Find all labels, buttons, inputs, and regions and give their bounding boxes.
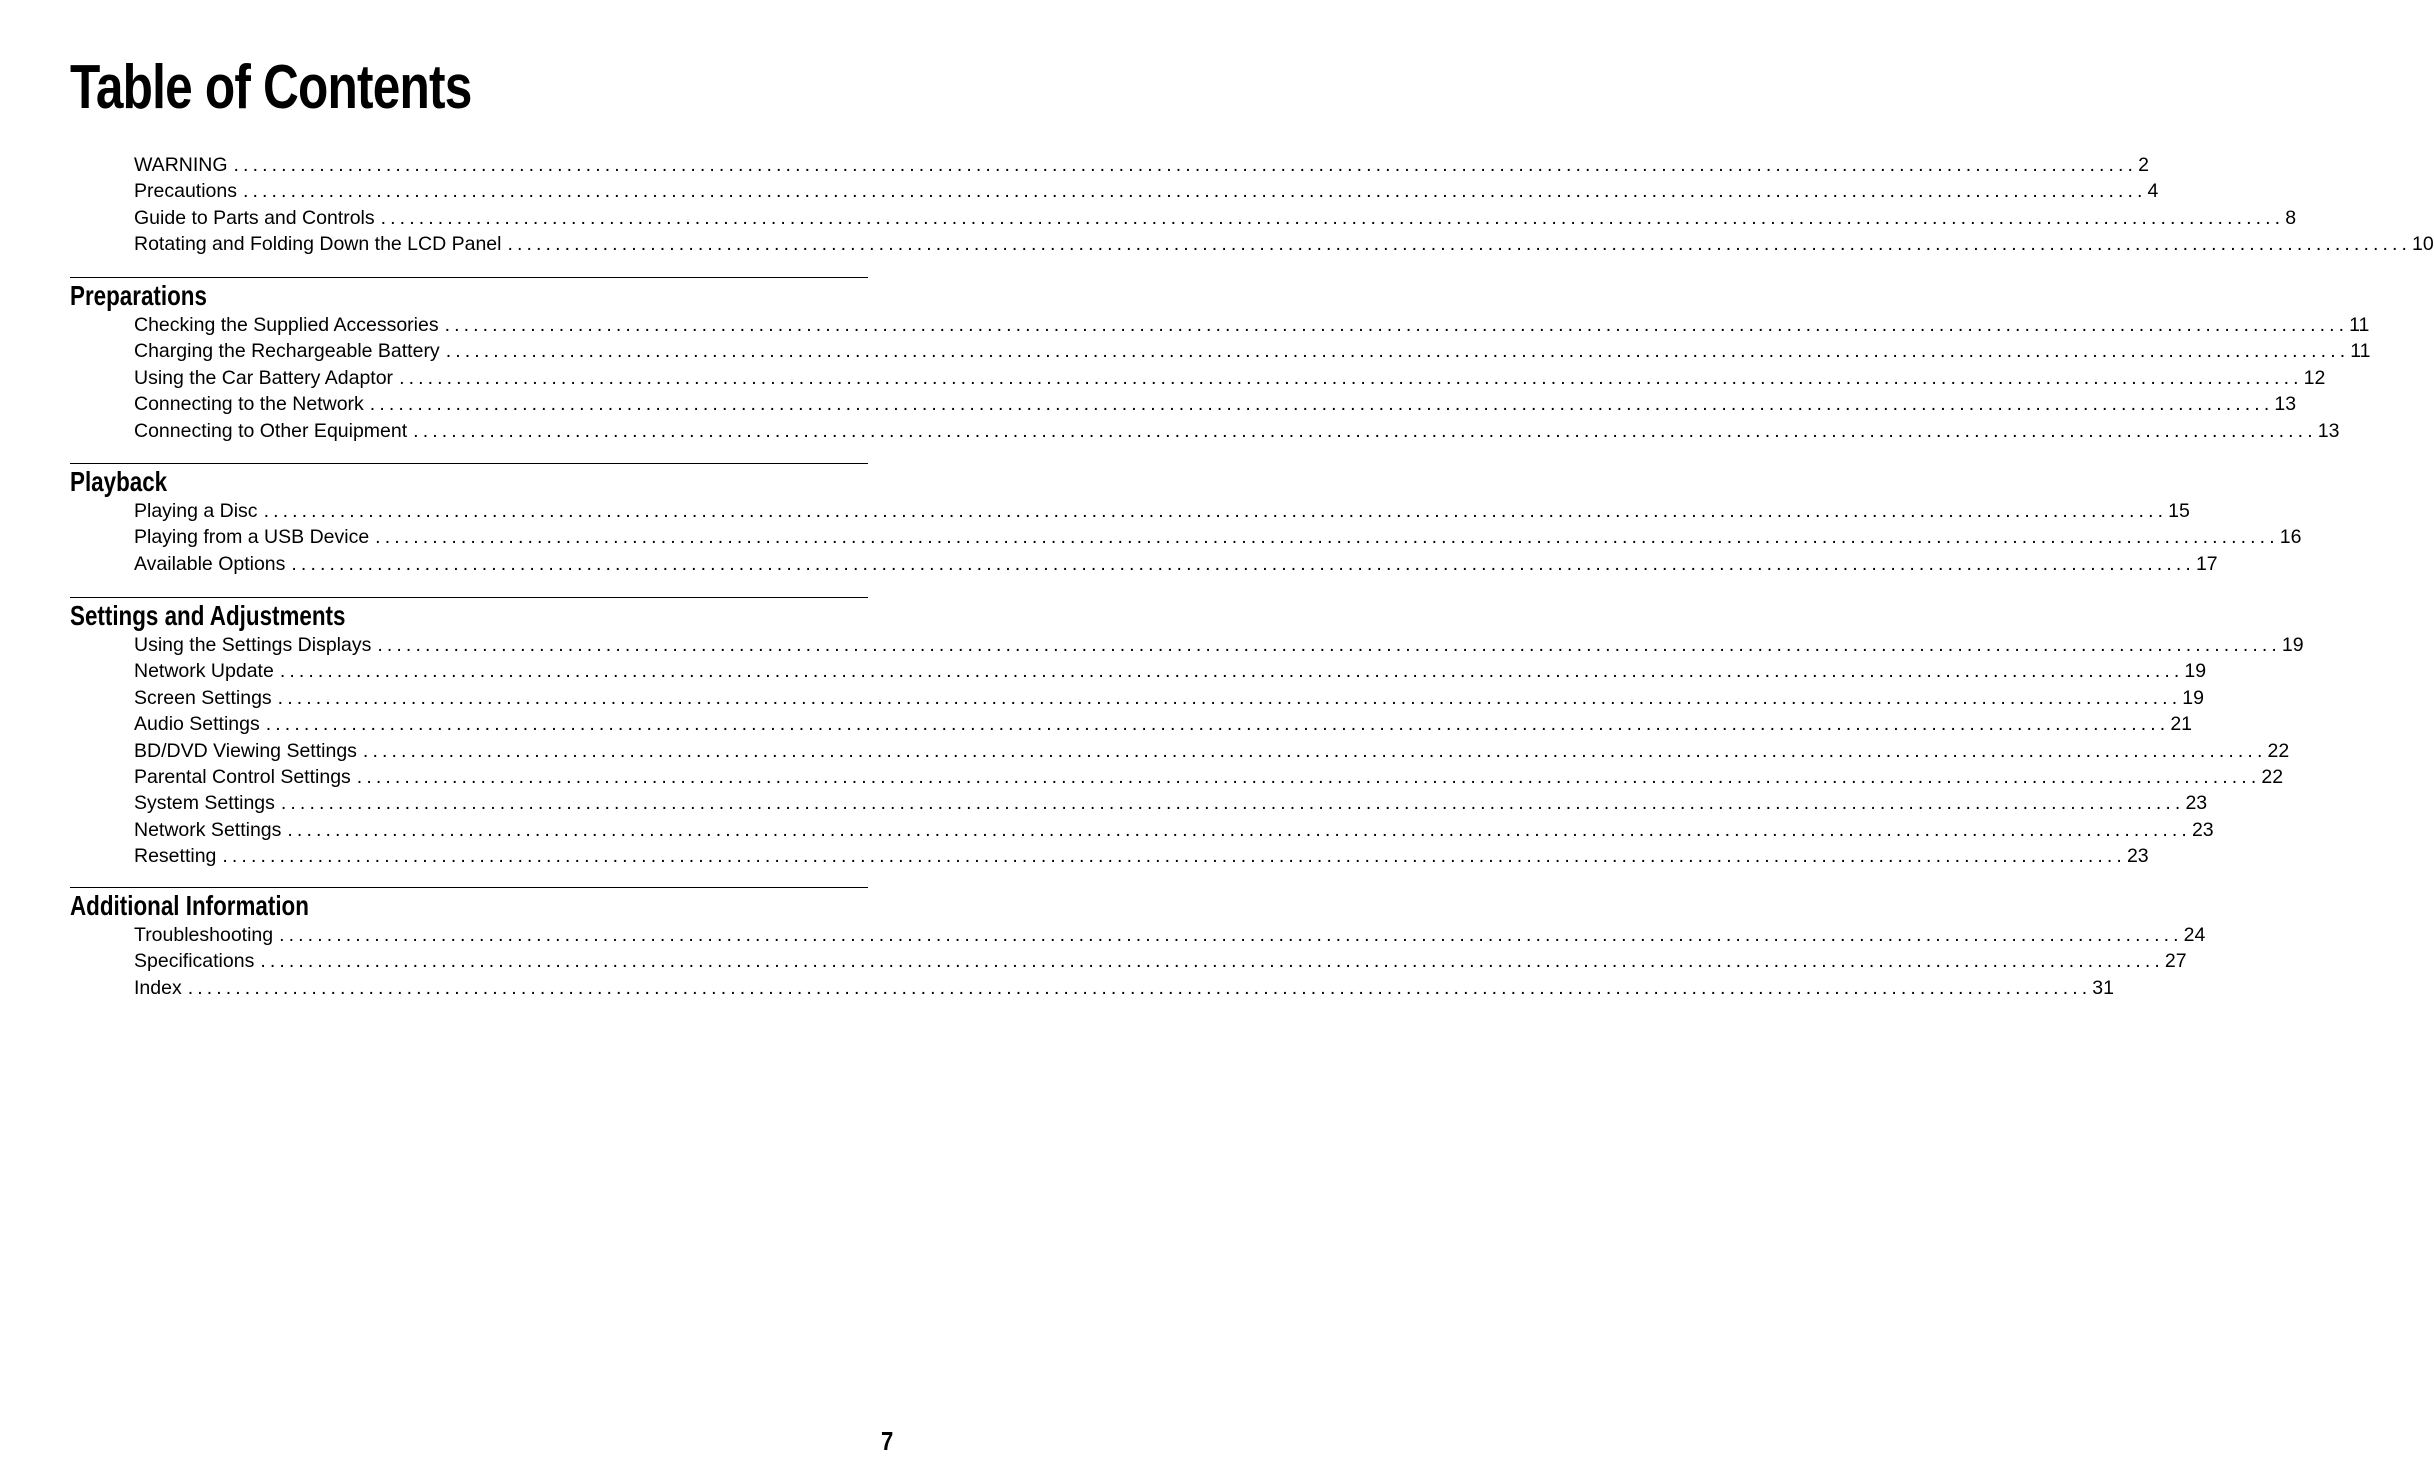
toc-entry[interactable] [134,843,2149,869]
toc-entry[interactable] [134,231,2434,257]
section-heading: Playback [70,466,168,497]
toc-entry-list [70,498,2302,577]
dot-leader: ........................................................................................................................................................................................................ [444,314,2349,336]
toc-entry-label: Resetting [134,845,217,868]
toc-entry-label: Available Options [134,552,286,575]
page-title: Table of Contents [70,53,472,122]
toc-section-playback [70,463,2302,577]
dot-leader: ........................................................................................................................................................................................................ [277,686,2182,709]
toc-section-settings-and-adjustments [70,597,2304,870]
toc-section-front-matter [70,152,2434,258]
dot-leader: ........................................................................................................................................................................................................ [356,765,2261,788]
toc-entry-label: System Settings [134,792,275,815]
dot-leader: ........................................................................................................................................................................................................ [263,500,2168,522]
toc-entry-page: 13 [2274,393,2297,416]
page-number: 7 [881,1426,894,1456]
toc-entry-page: 23 [2185,792,2208,815]
toc-entry[interactable] [134,312,2370,338]
toc-entry-page: 24 [2183,924,2206,946]
toc-entry-list [70,632,2304,870]
toc-entry[interactable] [134,498,2190,524]
dot-leader: ........................................................................................................................................................................................................ [369,393,2274,416]
toc-entry[interactable] [134,764,2284,790]
toc-entry[interactable] [134,975,2114,1001]
toc-entry[interactable] [134,632,2304,658]
dot-leader: ........................................................................................................................................................................................................ [399,366,2303,389]
dot-leader: ........................................................................................................................................................................................................ [279,924,2183,946]
toc-entry-page: 12 [2303,366,2326,389]
toc-entry-label: Playing from a USB Device [134,526,370,549]
toc-entry-page: 23 [2191,818,2214,841]
dot-leader: ........................................................................................................................................................................................................ [375,526,2279,549]
toc-entry-label: Playing a Disc [134,500,258,522]
toc-entry-list [70,152,2434,258]
dot-leader: ........................................................................................................................................................................................................ [187,976,2092,999]
toc-entry-label: Index [134,976,182,999]
toc-entry[interactable] [134,338,2371,364]
toc-entry[interactable] [134,685,2204,711]
toc-entry-label: Using the Settings Displays [134,634,372,656]
toc-entry[interactable] [134,948,2187,974]
dot-leader: ........................................................................................................................................................................................................ [291,552,2195,575]
toc-entry-label: Audio Settings [134,713,260,736]
toc-entry-page: 19 [2182,686,2204,709]
toc-entry-list [70,922,2206,1001]
toc-entry[interactable] [134,738,2290,764]
dot-leader: ........................................................................................................................................................................................................ [233,154,2138,176]
toc-entry-page: 2 [2138,154,2149,176]
toc-entry-label: Troubleshooting [134,924,274,946]
toc-entry-label: WARNING [134,154,228,176]
dot-leader: ........................................................................................................................................................................................................ [279,660,2184,683]
toc-entry[interactable] [134,524,2302,550]
toc-entry-label: Rotating and Folding Down the LCD Panel [134,233,502,256]
toc-entry-page: 16 [2279,526,2302,549]
toc-entry-page: 23 [2126,845,2149,868]
toc-entry-page: 22 [2261,765,2284,788]
toc-entry-page: 22 [2267,739,2290,762]
toc-entry-label: Using the Car Battery Adaptor [134,366,394,389]
toc-entry-label: Screen Settings [134,686,272,709]
toc-entry-label: Network Update [134,660,274,683]
toc-entry-label: Parental Control Settings [134,765,351,788]
toc-entry-label: Charging the Rechargeable Battery [134,340,440,363]
dot-leader: ........................................................................................................................................................................................................ [222,845,2126,868]
toc-entry-page: 19 [2184,660,2207,683]
toc-entry-label: BD/DVD Viewing Settings [134,739,357,762]
dot-leader: ........................................................................................................................................................................................................ [377,634,2281,656]
toc-entry[interactable] [134,922,2206,948]
toc-entry-label: Connecting to the Network [134,393,364,416]
toc-entry-label: Precautions [134,180,237,203]
toc-entry-page: 11 [2349,314,2370,336]
dot-leader: ........................................................................................................................................................................................................ [362,739,2267,762]
dot-leader: ........................................................................................................................................................................................................ [280,792,2185,815]
toc-entry-page: 31 [2092,976,2114,999]
toc-entry-label: Connecting to Other Equipment [134,419,408,442]
dot-leader: ........................................................................................................................................................................................................ [242,180,2147,203]
section-heading: Additional Information [70,890,309,921]
toc-entry[interactable] [134,391,2297,417]
toc-entry[interactable] [134,152,2149,178]
section-heading: Settings and Adjustments [70,600,346,631]
dot-leader: ........................................................................................................................................................................................................ [287,818,2191,841]
toc-entry-page: 21 [2170,713,2193,736]
toc-entry[interactable] [134,790,2208,816]
toc-entry[interactable] [134,658,2207,684]
dot-leader: ........................................................................................................................................................................................................ [260,950,2164,973]
toc-entry[interactable] [134,205,2297,231]
toc-entry-page: 10 [2412,233,2434,256]
dot-leader: ........................................................................................................................................................................................................ [265,713,2170,736]
toc-entry[interactable] [134,418,2340,444]
toc-entry-page: 11 [2350,340,2371,363]
toc-entry[interactable] [134,178,2159,204]
toc-entry-page: 19 [2281,634,2304,656]
toc-entry-page: 8 [2285,206,2297,229]
toc-entry-page: 4 [2147,180,2159,203]
toc-entry-label: Network Settings [134,818,282,841]
toc-entry[interactable] [134,817,2214,843]
toc-entry-page: 13 [2317,419,2340,442]
dot-leader: ........................................................................................................................................................................................................ [507,233,2412,256]
dot-leader: ........................................................................................................................................................................................................ [445,340,2350,363]
toc-entry-page: 15 [2168,500,2190,522]
toc-entry-page: 27 [2164,950,2187,973]
toc-entry[interactable] [134,551,2218,577]
dot-leader: ........................................................................................................................................................................................................ [380,206,2285,229]
section-heading: Preparations [70,280,207,311]
toc-section-preparations [70,277,2371,444]
toc-entry-label: Guide to Parts and Controls [134,206,375,229]
dot-leader: ........................................................................................................................................................................................................ [413,419,2317,442]
toc-entry[interactable] [134,711,2193,737]
toc-entry-list [70,312,2371,444]
toc-entry[interactable] [134,365,2326,391]
toc-entry-page: 17 [2195,552,2218,575]
toc-entry-label: Checking the Supplied Accessories [134,314,439,336]
toc-entry-label: Specifications [134,950,255,973]
toc-section-additional-information [70,887,2206,1001]
